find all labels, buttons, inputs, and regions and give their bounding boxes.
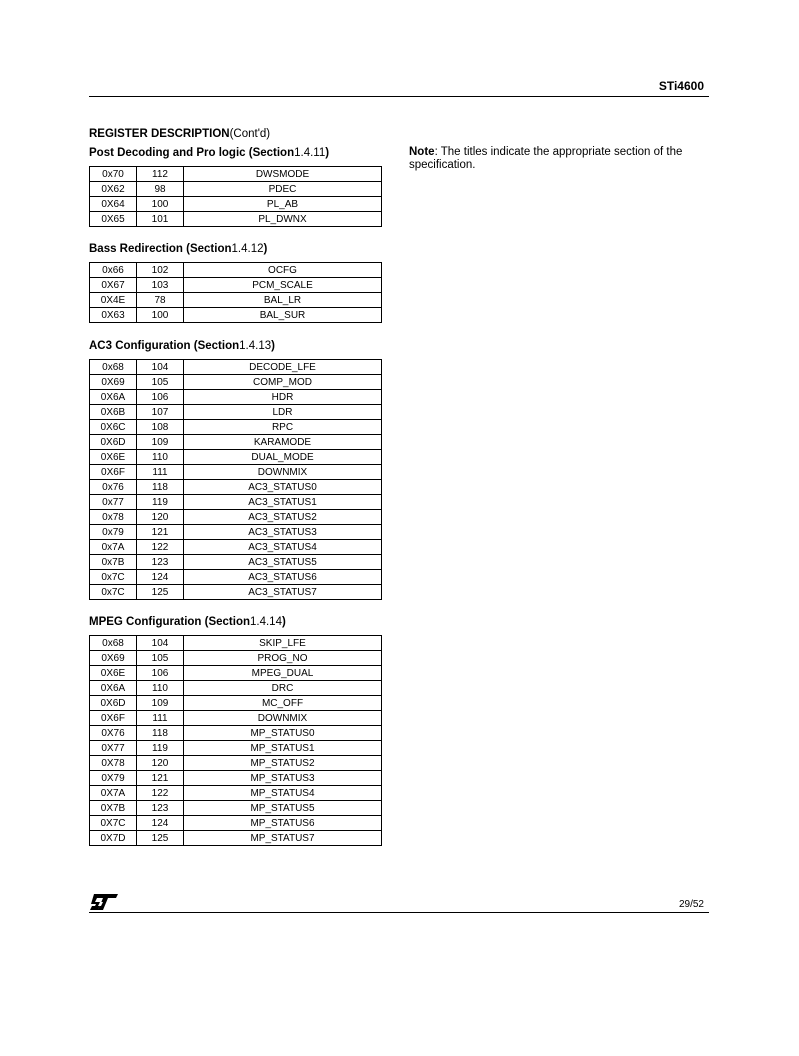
section-number: 1.4.13 xyxy=(239,340,272,352)
register-hex-address: 0X62 xyxy=(90,182,137,197)
register-name: COMP_MOD xyxy=(184,375,382,390)
table-row xyxy=(90,375,382,390)
register-decimal-address: 110 xyxy=(137,450,184,465)
footer-rule xyxy=(89,912,709,913)
register-name: AC3_STATUS6 xyxy=(184,570,382,585)
register-name: DECODE_LFE xyxy=(184,360,382,375)
register-decimal-address: 111 xyxy=(137,465,184,480)
register-name: MP_STATUS7 xyxy=(184,831,382,846)
section-mpeg-configuration xyxy=(89,615,384,846)
note-label: Note xyxy=(409,146,435,158)
page-heading xyxy=(89,128,270,140)
register-hex-address: 0X6E xyxy=(90,666,137,681)
register-hex-address: 0x78 xyxy=(90,510,137,525)
register-decimal-address: 103 xyxy=(137,278,184,293)
register-hex-address: 0X4E xyxy=(90,293,137,308)
register-decimal-address: 121 xyxy=(137,771,184,786)
register-decimal-address: 102 xyxy=(137,263,184,278)
section-title xyxy=(89,339,384,353)
register-hex-address: 0x7C xyxy=(90,570,137,585)
register-name: RPC xyxy=(184,420,382,435)
register-name: DOWNMIX xyxy=(184,711,382,726)
register-hex-address: 0X6F xyxy=(90,465,137,480)
register-hex-address: 0X6D xyxy=(90,435,137,450)
table-row xyxy=(90,651,382,666)
register-hex-address: 0x70 xyxy=(90,167,137,182)
register-table xyxy=(89,635,382,846)
section-bass-redirection xyxy=(89,242,384,323)
register-decimal-address: 118 xyxy=(137,480,184,495)
table-row xyxy=(90,197,382,212)
register-hex-address: 0X69 xyxy=(90,375,137,390)
register-table xyxy=(89,166,382,227)
register-hex-address: 0X6A xyxy=(90,681,137,696)
table-row xyxy=(90,831,382,846)
register-hex-address: 0X6C xyxy=(90,420,137,435)
register-name: DUAL_MODE xyxy=(184,450,382,465)
register-name: MP_STATUS0 xyxy=(184,726,382,741)
section-title-close: ) xyxy=(263,243,268,255)
table-row xyxy=(90,450,382,465)
register-decimal-address: 105 xyxy=(137,651,184,666)
register-name: MC_OFF xyxy=(184,696,382,711)
register-decimal-address: 108 xyxy=(137,420,184,435)
register-name: PDEC xyxy=(184,182,382,197)
register-name: AC3_STATUS7 xyxy=(184,585,382,600)
table-row xyxy=(90,726,382,741)
register-hex-address: 0X7D xyxy=(90,831,137,846)
register-name: DRC xyxy=(184,681,382,696)
register-hex-address: 0X77 xyxy=(90,741,137,756)
table-row xyxy=(90,480,382,495)
section-title-close: ) xyxy=(325,147,330,159)
table-row xyxy=(90,786,382,801)
section-title-close: ) xyxy=(281,616,286,628)
table-row xyxy=(90,771,382,786)
register-name: AC3_STATUS2 xyxy=(184,510,382,525)
register-decimal-address: 120 xyxy=(137,756,184,771)
register-name: SKIP_LFE xyxy=(184,636,382,651)
register-decimal-address: 122 xyxy=(137,540,184,555)
table-row xyxy=(90,405,382,420)
register-hex-address: 0X6E xyxy=(90,450,137,465)
section-title-label: MPEG Configuration (Section xyxy=(89,616,250,628)
register-decimal-address: 106 xyxy=(137,390,184,405)
register-name: LDR xyxy=(184,405,382,420)
register-name: AC3_STATUS5 xyxy=(184,555,382,570)
table-row xyxy=(90,540,382,555)
register-name: PROG_NO xyxy=(184,651,382,666)
register-decimal-address: 100 xyxy=(137,308,184,323)
section-title xyxy=(89,242,384,256)
register-name: AC3_STATUS1 xyxy=(184,495,382,510)
register-hex-address: 0X67 xyxy=(90,278,137,293)
table-row xyxy=(90,182,382,197)
register-hex-address: 0x7A xyxy=(90,540,137,555)
register-name: DWSMODE xyxy=(184,167,382,182)
section-number: 1.4.11 xyxy=(294,147,326,159)
table-row xyxy=(90,741,382,756)
register-name: MP_STATUS3 xyxy=(184,771,382,786)
register-name: MP_STATUS5 xyxy=(184,801,382,816)
section-title xyxy=(89,615,384,629)
section-number: 1.4.12 xyxy=(231,243,264,255)
register-name: OCFG xyxy=(184,263,382,278)
register-name: KARAMODE xyxy=(184,435,382,450)
table-row xyxy=(90,308,382,323)
register-hex-address: 0X63 xyxy=(90,308,137,323)
register-decimal-address: 124 xyxy=(137,816,184,831)
register-hex-address: 0X69 xyxy=(90,651,137,666)
register-name: PL_AB xyxy=(184,197,382,212)
register-decimal-address: 106 xyxy=(137,666,184,681)
table-row xyxy=(90,465,382,480)
register-table xyxy=(89,359,382,600)
table-row xyxy=(90,390,382,405)
register-name: DOWNMIX xyxy=(184,465,382,480)
st-logo-icon xyxy=(89,892,119,912)
register-decimal-address: 120 xyxy=(137,510,184,525)
register-hex-address: 0X79 xyxy=(90,771,137,786)
register-decimal-address: 118 xyxy=(137,726,184,741)
register-decimal-address: 110 xyxy=(137,681,184,696)
register-hex-address: 0x79 xyxy=(90,525,137,540)
register-decimal-address: 124 xyxy=(137,570,184,585)
table-row xyxy=(90,756,382,771)
section-title-label: Post Decoding and Pro logic (Section xyxy=(89,147,295,159)
register-decimal-address: 125 xyxy=(137,585,184,600)
table-row xyxy=(90,263,382,278)
register-name: MPEG_DUAL xyxy=(184,666,382,681)
table-row xyxy=(90,167,382,182)
register-hex-address: 0X7A xyxy=(90,786,137,801)
table-row xyxy=(90,570,382,585)
register-decimal-address: 111 xyxy=(137,711,184,726)
table-row xyxy=(90,696,382,711)
register-name: AC3_STATUS0 xyxy=(184,480,382,495)
register-table xyxy=(89,262,382,323)
register-hex-address: 0x68 xyxy=(90,636,137,651)
section-number: 1.4.14 xyxy=(250,616,282,628)
register-hex-address: 0X6A xyxy=(90,390,137,405)
register-decimal-address: 105 xyxy=(137,375,184,390)
note-text: : The titles indicate the appropriate section of the specification. xyxy=(409,146,683,171)
register-decimal-address: 125 xyxy=(137,831,184,846)
heading-bold: REGISTER DESCRIPTION xyxy=(89,128,230,140)
register-name: PL_DWNX xyxy=(184,212,382,227)
section-title-label: Bass Redirection (Section xyxy=(89,243,232,255)
register-name: MP_STATUS4 xyxy=(184,786,382,801)
section-title-label: AC3 Configuration (Section xyxy=(89,340,240,352)
register-name: AC3_STATUS3 xyxy=(184,525,382,540)
table-row xyxy=(90,293,382,308)
register-hex-address: 0x7B xyxy=(90,555,137,570)
table-row xyxy=(90,212,382,227)
register-name: HDR xyxy=(184,390,382,405)
table-row xyxy=(90,435,382,450)
register-decimal-address: 123 xyxy=(137,801,184,816)
heading-suffix: (Cont'd) xyxy=(229,128,271,140)
table-row xyxy=(90,555,382,570)
register-decimal-address: 104 xyxy=(137,360,184,375)
register-hex-address: 0X6D xyxy=(90,696,137,711)
register-decimal-address: 101 xyxy=(137,212,184,227)
table-row xyxy=(90,278,382,293)
register-hex-address: 0X6F xyxy=(90,711,137,726)
table-row xyxy=(90,585,382,600)
register-hex-address: 0X7C xyxy=(90,816,137,831)
register-hex-address: 0x76 xyxy=(90,480,137,495)
register-decimal-address: 109 xyxy=(137,696,184,711)
note-paragraph xyxy=(409,146,714,172)
header-rule xyxy=(89,96,709,97)
register-hex-address: 0x66 xyxy=(90,263,137,278)
register-hex-address: 0X65 xyxy=(90,212,137,227)
table-row xyxy=(90,681,382,696)
register-name: MP_STATUS6 xyxy=(184,816,382,831)
table-row xyxy=(90,636,382,651)
table-row xyxy=(90,510,382,525)
register-hex-address: 0X6B xyxy=(90,405,137,420)
table-row xyxy=(90,801,382,816)
table-row xyxy=(90,525,382,540)
register-decimal-address: 119 xyxy=(137,741,184,756)
register-name: AC3_STATUS4 xyxy=(184,540,382,555)
register-hex-address: 0x77 xyxy=(90,495,137,510)
register-name: BAL_SUR xyxy=(184,308,382,323)
register-decimal-address: 123 xyxy=(137,555,184,570)
table-row xyxy=(90,360,382,375)
register-decimal-address: 104 xyxy=(137,636,184,651)
register-decimal-address: 98 xyxy=(137,182,184,197)
section-ac3-configuration xyxy=(89,339,384,600)
register-decimal-address: 78 xyxy=(137,293,184,308)
table-row xyxy=(90,816,382,831)
section-title-close: ) xyxy=(271,340,275,352)
register-decimal-address: 100 xyxy=(137,197,184,212)
table-row xyxy=(90,420,382,435)
register-hex-address: 0X76 xyxy=(90,726,137,741)
table-row xyxy=(90,711,382,726)
register-hex-address: 0x68 xyxy=(90,360,137,375)
table-row xyxy=(90,495,382,510)
register-hex-address: 0X7B xyxy=(90,801,137,816)
document-code: STi4600 xyxy=(658,79,704,93)
register-name: MP_STATUS2 xyxy=(184,756,382,771)
register-decimal-address: 119 xyxy=(137,495,184,510)
register-decimal-address: 121 xyxy=(137,525,184,540)
section-post-decoding xyxy=(89,146,384,227)
register-hex-address: 0x7C xyxy=(90,585,137,600)
register-decimal-address: 107 xyxy=(137,405,184,420)
page-number: 29/52 xyxy=(678,899,704,910)
register-name: PCM_SCALE xyxy=(184,278,382,293)
register-name: MP_STATUS1 xyxy=(184,741,382,756)
register-hex-address: 0X64 xyxy=(90,197,137,212)
register-decimal-address: 112 xyxy=(137,167,184,182)
table-row xyxy=(90,666,382,681)
register-decimal-address: 122 xyxy=(137,786,184,801)
register-name: BAL_LR xyxy=(184,293,382,308)
register-hex-address: 0X78 xyxy=(90,756,137,771)
section-title xyxy=(89,146,384,160)
register-decimal-address: 109 xyxy=(137,435,184,450)
